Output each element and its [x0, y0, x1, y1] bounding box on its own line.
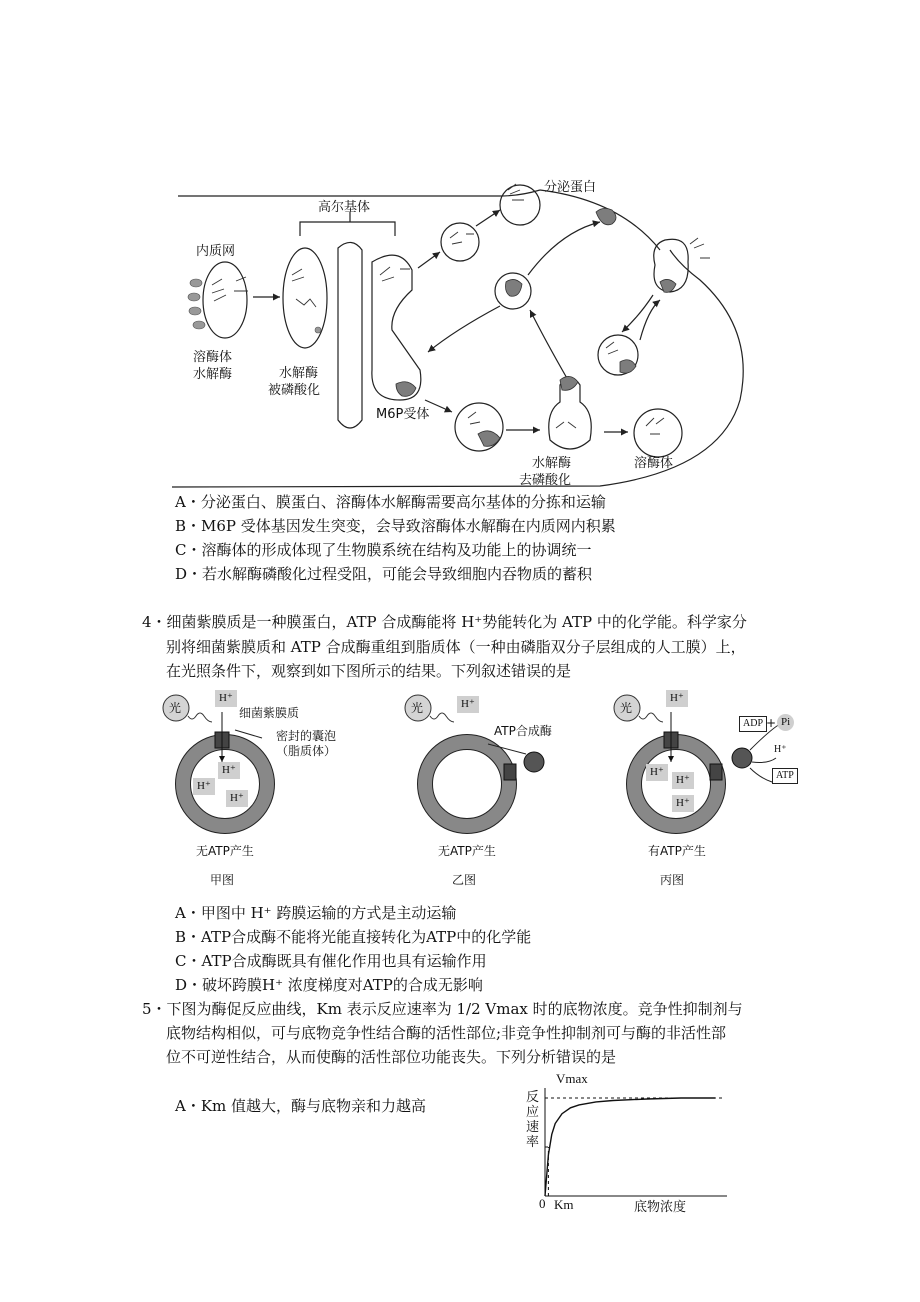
- label-phos-2: 被磷酸化: [268, 383, 321, 398]
- hplus-c-2: H⁺: [646, 764, 668, 781]
- q4-stem-line-2: 别将细菌紫膜质和 ATP 合成酶重组到脂质体（一种由磷脂双分子层组成的人工膜）上，: [166, 638, 746, 656]
- q4-stem-line-1: 4・细菌紫膜质是一种膜蛋白，ATP 合成酶能将 H⁺势能转化为 ATP 中的化学能。科学家分: [142, 613, 747, 631]
- label-purple-membrane: 细菌紫膜质: [239, 706, 300, 720]
- series-line: [545, 1098, 715, 1196]
- q4-option-a: A・甲图中 H⁺ 跨膜运输的方式是主动运输: [175, 904, 457, 922]
- label-dephos-2: 去磷酸化: [519, 473, 572, 488]
- label-golgi: 高尔基体: [318, 200, 371, 215]
- chart-origin-label: 0: [539, 1196, 546, 1211]
- hplus-b-1: H⁺: [457, 696, 479, 713]
- result-b: 无ATP产生: [438, 844, 496, 858]
- caption-c: 丙图: [660, 873, 685, 887]
- light-label-a: 光: [169, 701, 182, 715]
- hplus-a-4: H⁺: [226, 790, 248, 807]
- q4-stem-line-3: 在光照条件下，观察到如下图所示的结果。下列叙述错误的是: [166, 662, 572, 680]
- chart-ylabel-2: 应: [526, 1104, 540, 1119]
- q4-option-d: D・破坏跨膜H⁺ 浓度梯度对ATP的合成无影响: [175, 976, 483, 994]
- label-lyso-enzyme-2: 水解酶: [193, 367, 233, 382]
- label-lysosome: 溶酶体: [634, 456, 674, 471]
- result-c: 有ATP产生: [648, 844, 706, 858]
- plus-sign: +: [766, 716, 777, 730]
- q4-option-b: B・ATP合成酶不能将光能直接转化为ATP中的化学能: [175, 928, 532, 946]
- hplus-c-1: H⁺: [666, 690, 688, 707]
- light-label-b: 光: [411, 701, 424, 715]
- chart-xlabel: 底物浓度: [634, 1199, 687, 1214]
- q3-option-d: D・若水解酶磷酸化过程受阻，可能会导致细胞内吞物质的蓄积: [175, 565, 593, 583]
- atp-box: ATP: [772, 768, 798, 784]
- q3-option-c: C・溶酶体的形成体现了生物膜系统在结构及功能上的协调统一: [175, 541, 592, 559]
- label-secretory: 分泌蛋白: [544, 180, 597, 195]
- q3-option-b: B・M6P 受体基因发生突变，会导致溶酶体水解酶在内质网内积累: [175, 517, 616, 535]
- q5-option-a: A・Km 值越大，酶与底物亲和力越高: [175, 1097, 427, 1115]
- label-atp-synthase: ATP合成酶: [494, 724, 552, 738]
- q5-stem-line-1: 5・下图为酶促反应曲线，Km 表示反应速率为 1/2 Vmax 时的底物浓度。竞争性抑制剂与: [142, 1000, 743, 1018]
- label-m6p: M6P受体: [376, 407, 430, 422]
- chart-vmax-label: Vmax: [556, 1071, 588, 1086]
- hplus-a-2: H⁺: [218, 762, 240, 779]
- light-label-c: 光: [620, 701, 633, 715]
- label-lyso-enzyme-1: 溶酶体: [193, 350, 233, 365]
- label-er: 内质网: [196, 244, 236, 259]
- chart-km-label: Km: [554, 1197, 574, 1212]
- label-dephos-1: 水解酶: [532, 456, 572, 471]
- label-phos-1: 水解酶: [279, 366, 319, 381]
- caption-a: 甲图: [210, 873, 235, 887]
- chart-ylabel-4: 率: [526, 1134, 540, 1149]
- hplus-c-4: H⁺: [672, 795, 694, 812]
- q5-stem-line-2: 底物结构相似，可与底物竞争性结合酶的活性部位;非竞争性抑制剂可与酶的非活性部: [166, 1024, 727, 1042]
- hplus-c-out: H⁺: [771, 743, 790, 757]
- q4-option-c: C・ATP合成酶既具有催化作用也具有运输作用: [175, 952, 487, 970]
- result-a: 无ATP产生: [196, 844, 254, 858]
- q5-stem-line-3: 位不可逆性结合，从而使酶的活性部位功能丧失。下列分析错误的是: [166, 1048, 617, 1066]
- chart-ylabel-3: 速: [526, 1119, 540, 1134]
- hplus-a-1: H⁺: [215, 690, 237, 707]
- hplus-a-3: H⁺: [193, 778, 215, 795]
- chart-ylabel-1: 反: [526, 1089, 540, 1104]
- hplus-c-3: H⁺: [672, 772, 694, 789]
- caption-b: 乙图: [452, 873, 477, 887]
- pi-circle: Pi: [777, 714, 794, 731]
- q3-option-a: A・分泌蛋白、膜蛋白、溶酶体水解酶需要高尔基体的分拣和运输: [175, 493, 606, 511]
- adp-box: ADP: [739, 716, 767, 732]
- pathway-diagram: [0, 0, 920, 500]
- label-vesicle-1: 密封的囊泡: [276, 729, 337, 743]
- label-vesicle-2: （脂质体）: [276, 744, 337, 758]
